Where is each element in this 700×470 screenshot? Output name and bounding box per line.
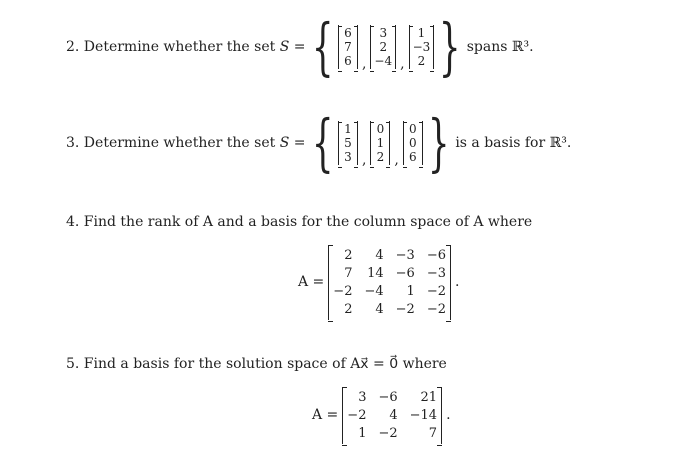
problem-3-vector-3 [403,121,423,165]
vector-entry: 1 [344,122,352,136]
matrix-entry: −2 [426,283,446,299]
matrix-entry: −2 [426,301,446,317]
matrix-entry: 4 [375,247,384,263]
matrix-entry: 7 [344,265,353,281]
problem-2-vector-1 [338,25,358,69]
problem-5-equation [312,384,451,446]
vector-entry: −3 [412,40,431,54]
problem-3-setvar: S [279,135,290,151]
problem-2-equals: = [293,39,306,55]
vector-entry: 5 [344,136,352,150]
problem-5-label: A = [312,407,339,423]
matrix-entry: −2 [378,425,398,441]
problem-2-set: { 6 7 6 , 3 2 −4 , 1 −3 2 } [311,10,461,83]
matrix-entry: −3 [395,247,415,263]
matrix-entry: 2 [344,247,353,263]
matrix-entry: 3 [358,389,367,405]
matrix-entry: 1 [406,283,415,299]
problem-2-setvar: S [279,39,290,55]
vector-entry: 0 [376,122,385,136]
problem-3-equals: = [293,135,306,151]
problem-3-suffix: is a basis for ℝ³. [455,135,572,151]
left-brace: { [311,10,334,83]
problem-4-statement [66,214,532,230]
problem-4-label: A = [298,274,325,290]
vector-entry: 2 [379,40,388,54]
vector-entry: 2 [417,54,426,68]
problem-4-end: . [454,274,460,290]
matrix-entry: 14 [367,265,384,281]
vector-entry: 6 [344,54,352,68]
problem-4-equation [298,242,459,322]
problem-2-prefix: 2. Determine whether the set [66,39,276,55]
matrix-entry: −6 [378,389,398,405]
problem-4-text: 4. Find the rank of A and a basis for the column space of A where [66,214,533,230]
matrix-entry: 4 [375,301,384,317]
problem-3-vector-1 [338,121,358,165]
vector-entry: 6 [409,150,417,164]
vector-entry: 7 [344,40,352,54]
vector-entry: −4 [374,54,393,68]
problem-3-vector-2 [370,121,390,165]
matrix-entry: −6 [426,247,446,263]
matrix-entry: 21 [420,389,438,405]
vector-entry: 3 [344,150,352,164]
problem-2-vector-2 [370,25,396,69]
problem-5-end: . [446,407,451,423]
vector-entry: 6 [344,26,352,40]
problem-3-prefix: 3. Determine whether the set [66,135,276,151]
matrix-entry: −4 [364,283,384,299]
matrix-entry: −2 [395,301,415,317]
matrix-entry: 4 [389,407,398,423]
matrix-entry: −2 [347,407,367,423]
matrix-entry: −3 [426,265,446,281]
problem-2-vector-3 [409,25,435,69]
matrix-entry: 2 [344,301,353,317]
right-brace: } [427,106,450,179]
matrix-entry: −14 [409,407,438,423]
right-brace: } [439,10,461,83]
matrix-entry: −2 [333,283,353,299]
problem-2 [66,10,534,83]
problem-3 [66,106,572,179]
vector-entry: 2 [376,150,385,164]
problem-2-suffix: spans ℝ³. [466,39,534,55]
matrix-entry: 7 [428,425,438,441]
matrix-entry: −6 [395,265,415,281]
problem-5-text: 5. Find a basis for the solution space of Ax⃗ = 0⃗ where [66,356,447,372]
left-brace: { [311,106,334,179]
problem-3-set: { 1 5 3 , 0 1 2 , 0 0 6 } [311,106,450,179]
vector-entry: 0 [409,122,417,136]
vector-entry: 3 [379,26,388,40]
problem-5-statement [66,356,447,372]
problem-4-matrix [328,245,451,320]
vector-entry: 1 [376,136,385,150]
matrix-entry: 1 [358,425,367,441]
vector-entry: 1 [417,26,426,40]
vector-entry: 0 [409,136,417,150]
problem-5-matrix [342,387,442,444]
